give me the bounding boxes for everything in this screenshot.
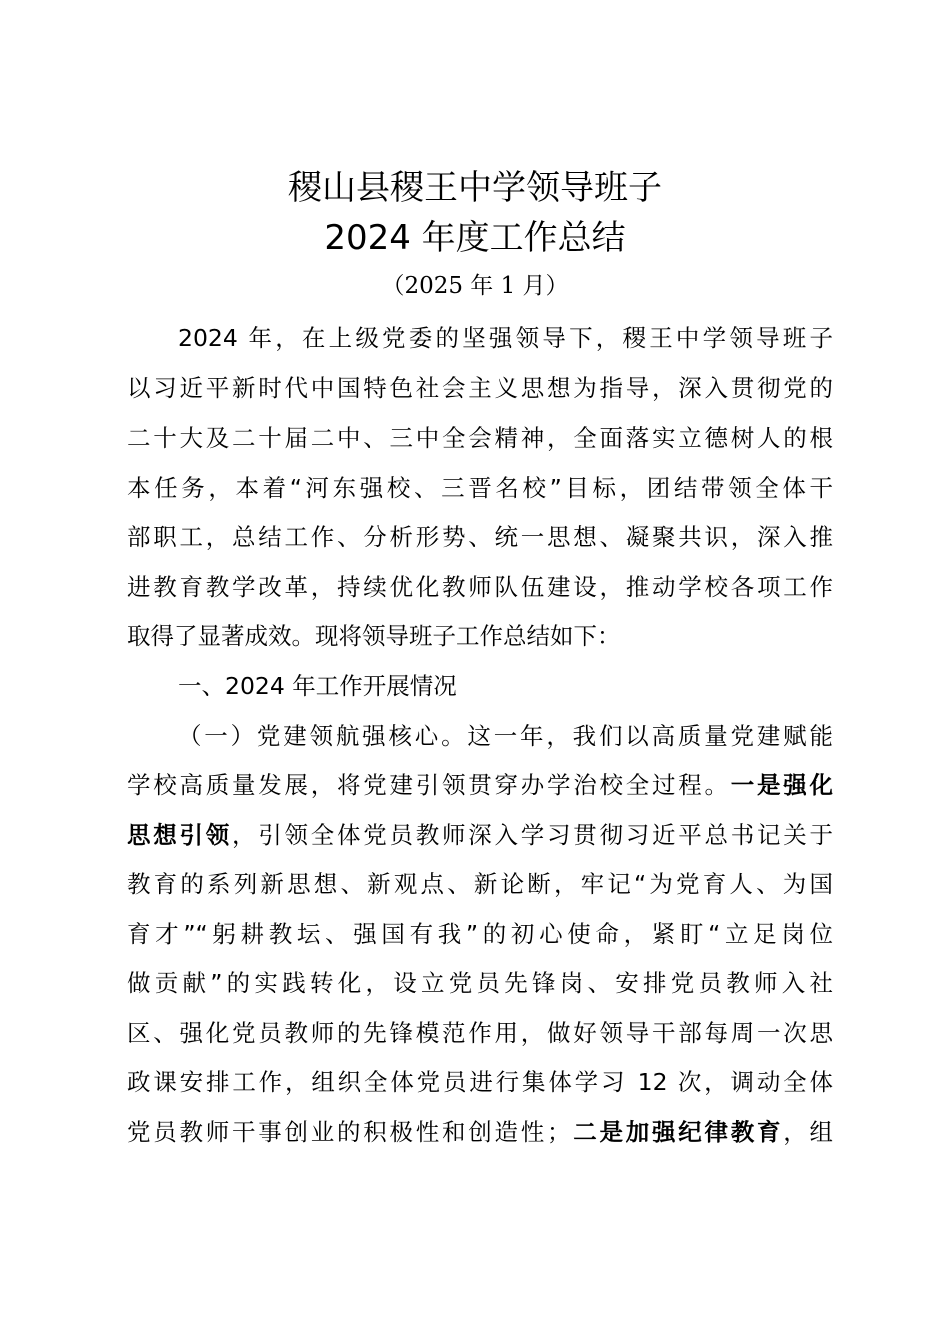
para2-line-5: 育才”“躬耕教坛、强国有我”的初心使命，紧盯“立足岗位 [127, 920, 833, 948]
para2-line-2-bold: 一是强化 [730, 771, 833, 799]
section-heading: 一、2024 年工作开展情况 [178, 672, 457, 700]
document-date: （2025 年 1 月） [381, 273, 569, 299]
para2-line-4: 教育的系列新思想、新观点、新论断，牢记“为党育人、为国 [127, 870, 833, 898]
para2-line-7: 区、强化党员教师的先锋模范作用，做好领导干部每周一次思 [127, 1019, 833, 1047]
para2-line-2-text: 学校高质量发展，将党建引领贯穿办学治校全过程。 [127, 771, 731, 799]
para2-line-9 [127, 1115, 833, 1149]
para2-line-9-text: 党员教师干事创业的积极性和创造性； [127, 1118, 571, 1146]
intro-line-3: 二十大及二十届二中、三中全会精神，全面落实立德树人的根 [127, 424, 833, 452]
document-title-line-2: 2024 年度工作总结 [324, 218, 626, 258]
para2-line-3 [127, 818, 833, 852]
para2-line-8: 政课安排工作，组织全体党员进行集体学习 12 次，调动全体 [127, 1068, 833, 1096]
para2-line-1: （一）党建领航强核心。这一年，我们以高质量党建赋能 [178, 722, 833, 750]
para2-line-3-text: ，引领全体党员教师深入学习贯彻习近平总书记关于 [232, 821, 833, 849]
para2-line-3-bold: 思想引领 [127, 821, 232, 849]
para2-line-9-bold: 二是加强纪律教育 [570, 1118, 784, 1146]
intro-line-7: 取得了显著成效。现将领导班子工作总结如下： [127, 622, 621, 650]
document-title-line-1: 稷山县稷王中学领导班子 [288, 168, 662, 208]
intro-line-6: 进教育教学改革，持续优化教师队伍建设，推动学校各项工作 [127, 573, 833, 601]
intro-line-2: 以习近平新时代中国特色社会主义思想为指导，深入贯彻党的 [127, 374, 833, 402]
intro-line-1: 2024 年，在上级党委的坚强领导下，稷王中学领导班子 [178, 324, 833, 352]
intro-line-4: 本任务，本着“河东强校、三晋名校”目标，团结带领全体干 [127, 474, 833, 502]
para2-line-2 [127, 768, 833, 802]
para2-line-9-tail: ，组 [783, 1118, 833, 1146]
intro-line-5: 部职工，总结工作、分析形势、统一思想、凝聚共识，深入推 [127, 523, 833, 551]
para2-line-6: 做贡献”的实践转化，设立党员先锋岗、安排党员教师入社 [127, 969, 833, 997]
